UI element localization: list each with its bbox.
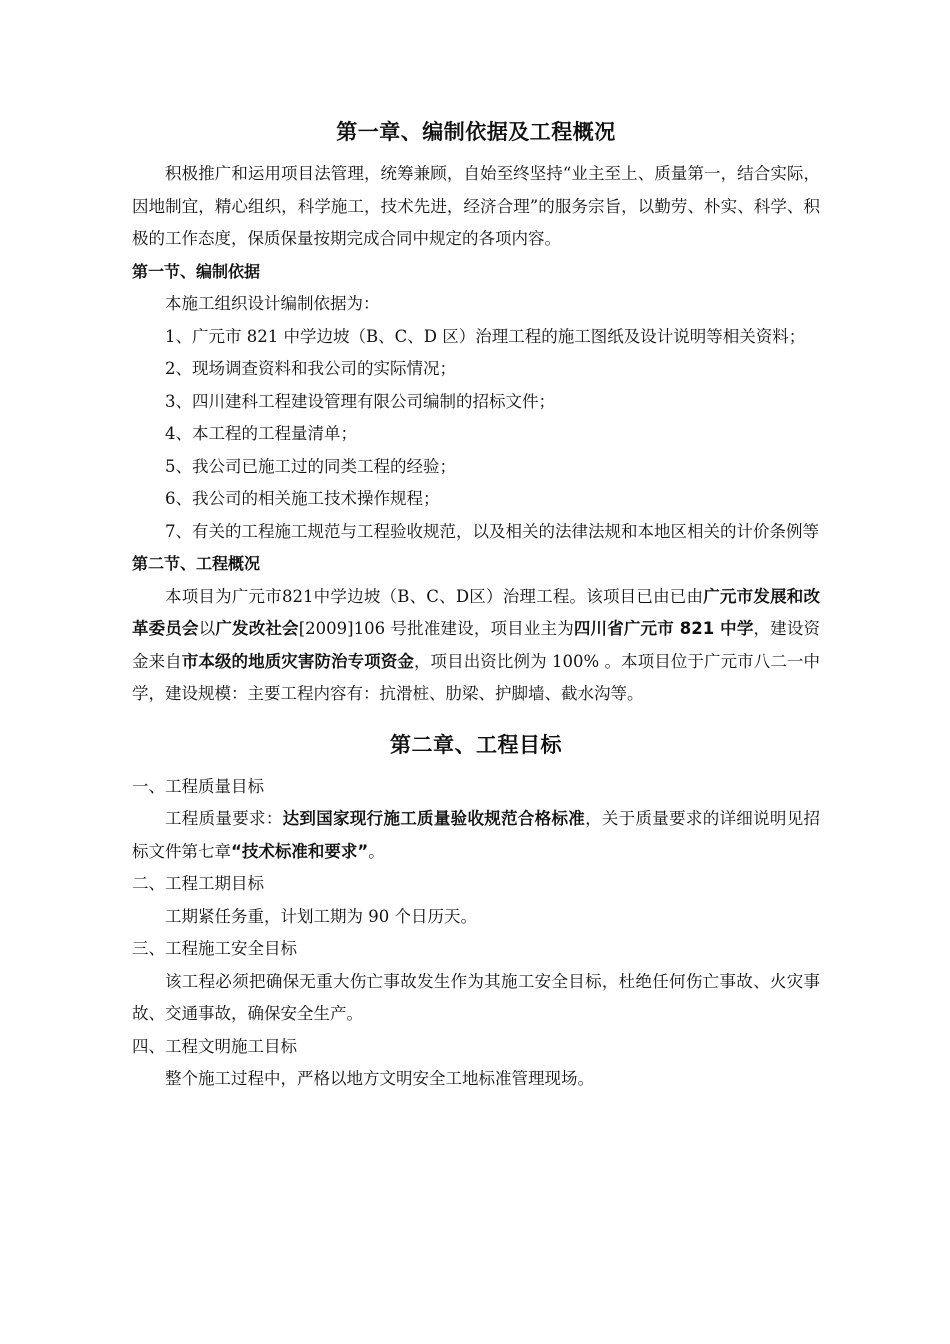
overview-text: 以: [198, 619, 216, 638]
overview-text: [2009]106 号批准建设，项目业主为: [298, 619, 574, 638]
document-page: [132, 112, 820, 1096]
overview-fund-source: 市本级的地质灾害防治专项资金: [181, 651, 414, 671]
goal-1-text-part: ，关于质量要求的详细说明见招标文件第七章: [132, 809, 821, 861]
overview-text: 本项目为广元市821中学边坡（B、C、D区）治理工程。该项目已由已由: [165, 586, 704, 606]
basis-item-4: 4、本工程的工程量清单；: [165, 424, 357, 443]
overview-text: ，建设资金来自: [132, 619, 821, 671]
basis-item-1: 1、广元市 821 中学边坡（B、C、D 区）治理工程的施工图纸及设计说明等相关资料；: [165, 326, 806, 346]
chapter-1-title: 第一章、编制依据及工程概况: [336, 120, 616, 144]
section-1-heading: 第一节、编制依据: [132, 261, 261, 281]
goal-3-text: 该工程必须把确保无重大伤亡事故发生作为其施工安全目标，杜绝任何伤亡事故、火灾事故、交通事故，确保安全生产。: [132, 971, 820, 1023]
basis-item-6: 6、我公司的相关施工技术操作规程；: [165, 489, 440, 508]
project-overview: [132, 581, 820, 711]
goal-1-chapter-ref: “技术标准和要求”: [231, 841, 369, 861]
chapter-1-intro: 积极推广和运用项目法管理，统筹兼顾，自始至终坚持“业主至上、质量第一，结合实际，因地制宜，精心组织，科学施工，技术先进，经济合理”的服务宗旨，以勤劳、朴实、科学、积极的工作态度，保质保量按期完成合同中规定的各项内容。: [132, 164, 820, 248]
goal-2-heading: 二、工程工期目标: [132, 874, 264, 893]
basis-item-7: 7、有关的工程施工规范与工程验收规范，以及相关的法律法规和本地区相关的计价条例等: [165, 521, 819, 541]
overview-owner: 四川省广元市 821 中学: [573, 619, 754, 638]
goal-4-heading: 四、工程文明施工目标: [132, 1036, 297, 1056]
overview-approver: 广元市发展和改革委员会: [132, 586, 820, 638]
overview-doc-prefix: 广发改社会: [215, 619, 299, 638]
section-1-lead: 本施工组织设计编制依据为：: [165, 294, 380, 313]
goal-1-heading: 一、工程质量目标: [132, 776, 264, 796]
overview-text: ，项目出资比例为 100% 。本项目位于广元市八二一中学，建设规模：主要工程内容有：抗滑桩、肋梁、护脚墙、截水沟等。: [132, 651, 821, 703]
basis-item-3: 3、四川建科工程建设管理有限公司编制的招标文件；: [165, 391, 555, 411]
goal-1-standard: 达到国家现行施工质量验收规范合格标准: [282, 809, 586, 828]
goal-3-heading: 三、工程施工安全目标: [132, 939, 297, 958]
goal-2-text: 工期紧任务重，计划工期为 90 个日历天。: [165, 906, 477, 926]
goal-1-text: [132, 803, 820, 868]
goal-4-text: 整个施工过程中，严格以地方文明安全工地标准管理现场。: [165, 1069, 594, 1088]
chapter-2-title: 第二章、工程目标: [390, 732, 562, 757]
section-2-heading: 第二节、工程概况: [132, 554, 261, 573]
basis-item-2: 2、现场调查资料和我公司的实际情况；: [165, 359, 456, 378]
goal-1-text-part: 。: [368, 841, 385, 861]
basis-item-5: 5、我公司已施工过的同类工程的经验；: [165, 456, 456, 476]
goal-1-text-part: 工程质量要求：: [165, 809, 283, 828]
